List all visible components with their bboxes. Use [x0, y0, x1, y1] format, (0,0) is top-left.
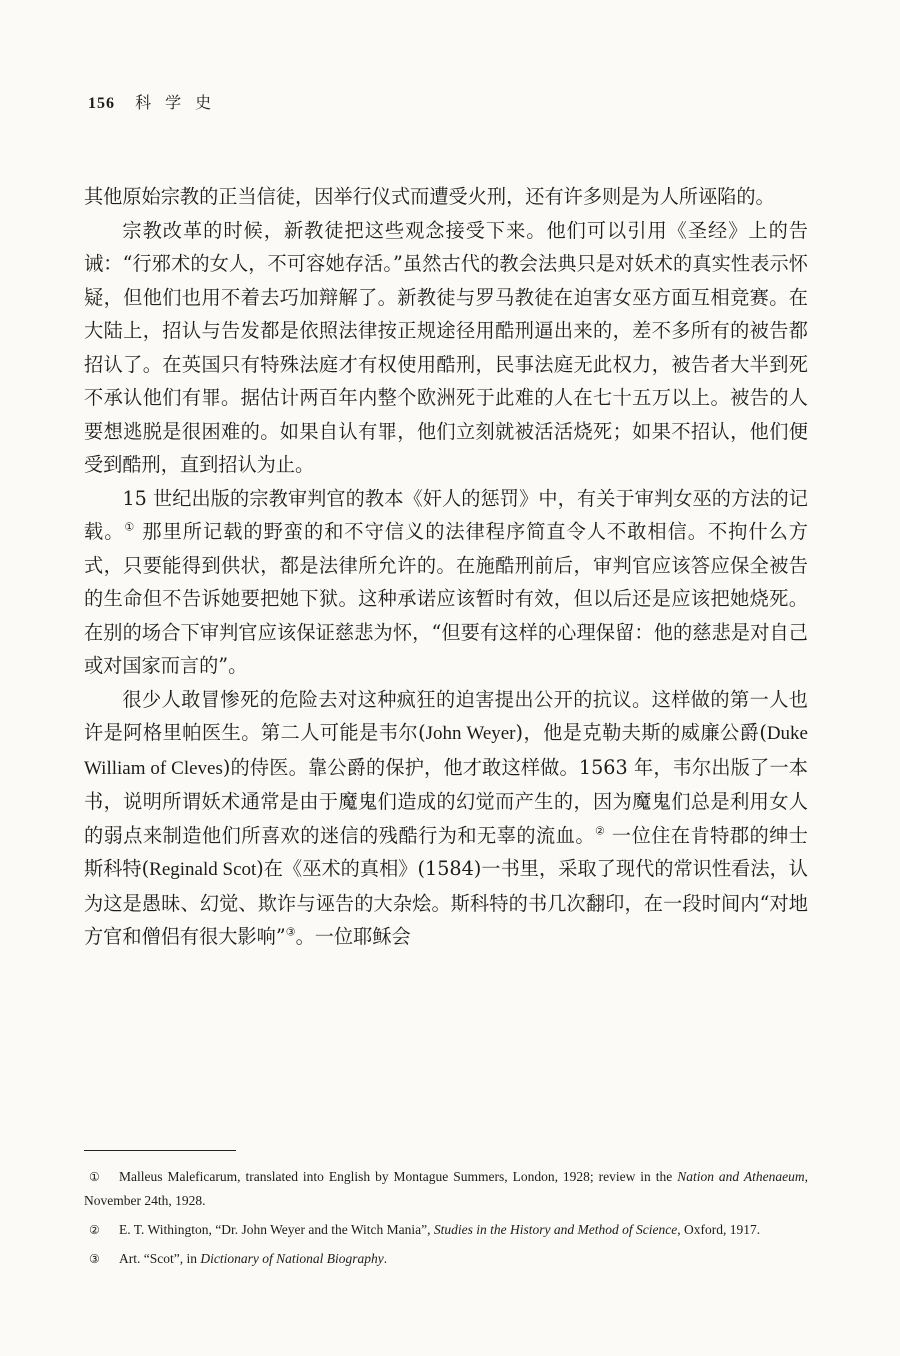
text-run: )，他是克勒夫斯的威廉公爵( [515, 721, 767, 744]
footnote-reference: ② [595, 824, 606, 838]
citation-text: . [383, 1251, 388, 1266]
latin-name: John Weyer [425, 723, 516, 744]
citation-title: Studies in the History and Method of Science [433, 1222, 678, 1237]
text-run: 。一位耶稣会 [295, 925, 411, 948]
citation-text: Malleus Maleficarum, translated into English by Montague Summers, London, 1928; review in the [119, 1169, 678, 1184]
text-run: 15 世纪出版的宗教审判官的教本《奸人的惩罚》中，有关于审判女巫的方法的记载。 [84, 486, 808, 543]
main-text [84, 180, 808, 954]
latin-name: Duke William of Cleves [84, 723, 808, 779]
text-run: 一位住在肯特郡的绅士斯科特( [84, 823, 808, 880]
footnote [84, 1218, 808, 1242]
footnote [84, 1165, 808, 1213]
paragraph [84, 214, 808, 482]
text-run: 那里所记载的野蛮的和不守信义的法律程序简直令人不敢相信。不拘什么方式，只要能得到供状，都是法律所允许的。在施酷刑前后，审判官应该答应保全被告的生命但不告诉她要把她下狱。这种承诺应该暂时有效，但以后还是应该把她烧死。在别的场合下审判官应该保证慈悲为怀，“但要有这样的心理保留：他的慈悲是对自己或对国家而言的”。 [84, 520, 808, 677]
running-header [88, 90, 225, 113]
footnote-mark: ① [89, 1170, 100, 1184]
footnote-mark: ② [89, 1223, 100, 1237]
footnote-divider [84, 1150, 236, 1151]
text-run: )在《巫术的真相》(1584)一书里，采取了现代的常识性看法，认为这是愚昧、幻觉、欺诈与诬告的大杂烩。斯科特的书几次翻印，在一段时间内“对地方官和僧侣有很大影响” [84, 857, 808, 948]
text-run: 其他原始宗教的正当信徒，因举行仪式而遭受火刑，还有许多则是为人所诬陷的。 [84, 185, 775, 208]
paragraph [84, 482, 808, 683]
latin-name: Reginald Scot [149, 859, 257, 880]
running-title: 科学史 [135, 93, 226, 112]
paragraph [84, 180, 808, 214]
citation-title: Nation and Athenaeum [677, 1169, 805, 1184]
footnote-reference: ③ [285, 925, 296, 939]
citation-text: Art. “Scot”, in [119, 1251, 201, 1266]
footnotes [84, 1165, 808, 1276]
paragraph [84, 683, 808, 954]
citation-text: E. T. Withington, “Dr. John Weyer and the Witch Mania”, [119, 1222, 434, 1237]
footnote-reference: ① [124, 520, 136, 534]
citation-text: , Oxford, 1917. [677, 1222, 761, 1237]
text-run: )的侍医。靠公爵的保护，他才敢这样做。1563 年，韦尔出版了一本书，说明所谓妖术通常是由于魔鬼们造成的幻觉而产生的，因为魔鬼们总是利用女人的弱点来制造他们所喜欢的迷信的残酷行为和无辜的流血。 [84, 755, 808, 847]
footnote [84, 1247, 808, 1271]
citation-title: Dictionary of National Biography [200, 1251, 384, 1266]
text-run: 宗教改革的时候，新教徒把这些观念接受下来。他们可以引用《圣经》上的告诫：“行邪术的女人，不可容她存活。”虽然古代的教会法典只是对妖术的真实性表示怀疑，但他们也用不着去巧加辩解了。新教徒与罗马教徒在迫害女巫方面互相竞赛。在大陆上，招认与告发都是依照法律按正规途径用酷刑逼出来的，差不多所有的被告都招认了。在英国只有特殊法庭才有权使用酷刑，民事法庭无此权力，被告者大半到死不承认他们有罪。据估计两百年内整个欧洲死于此难的人在七十五万以上。被告的人要想逃脱是很困难的。如果自认有罪，他们立刻就被活活烧死；如果不招认，他们便受到酷刑，直到招认为止。 [84, 218, 808, 476]
page-number: 156 [88, 95, 115, 112]
citation-text: , November 24th, 1928. [84, 1169, 808, 1208]
text-run: 很少人敢冒惨死的危险去对这种疯狂的迫害提出公开的抗议。这样做的第一人也许是阿格里帕医生。第二人可能是韦尔( [84, 687, 808, 744]
footnote-mark: ③ [89, 1252, 100, 1266]
